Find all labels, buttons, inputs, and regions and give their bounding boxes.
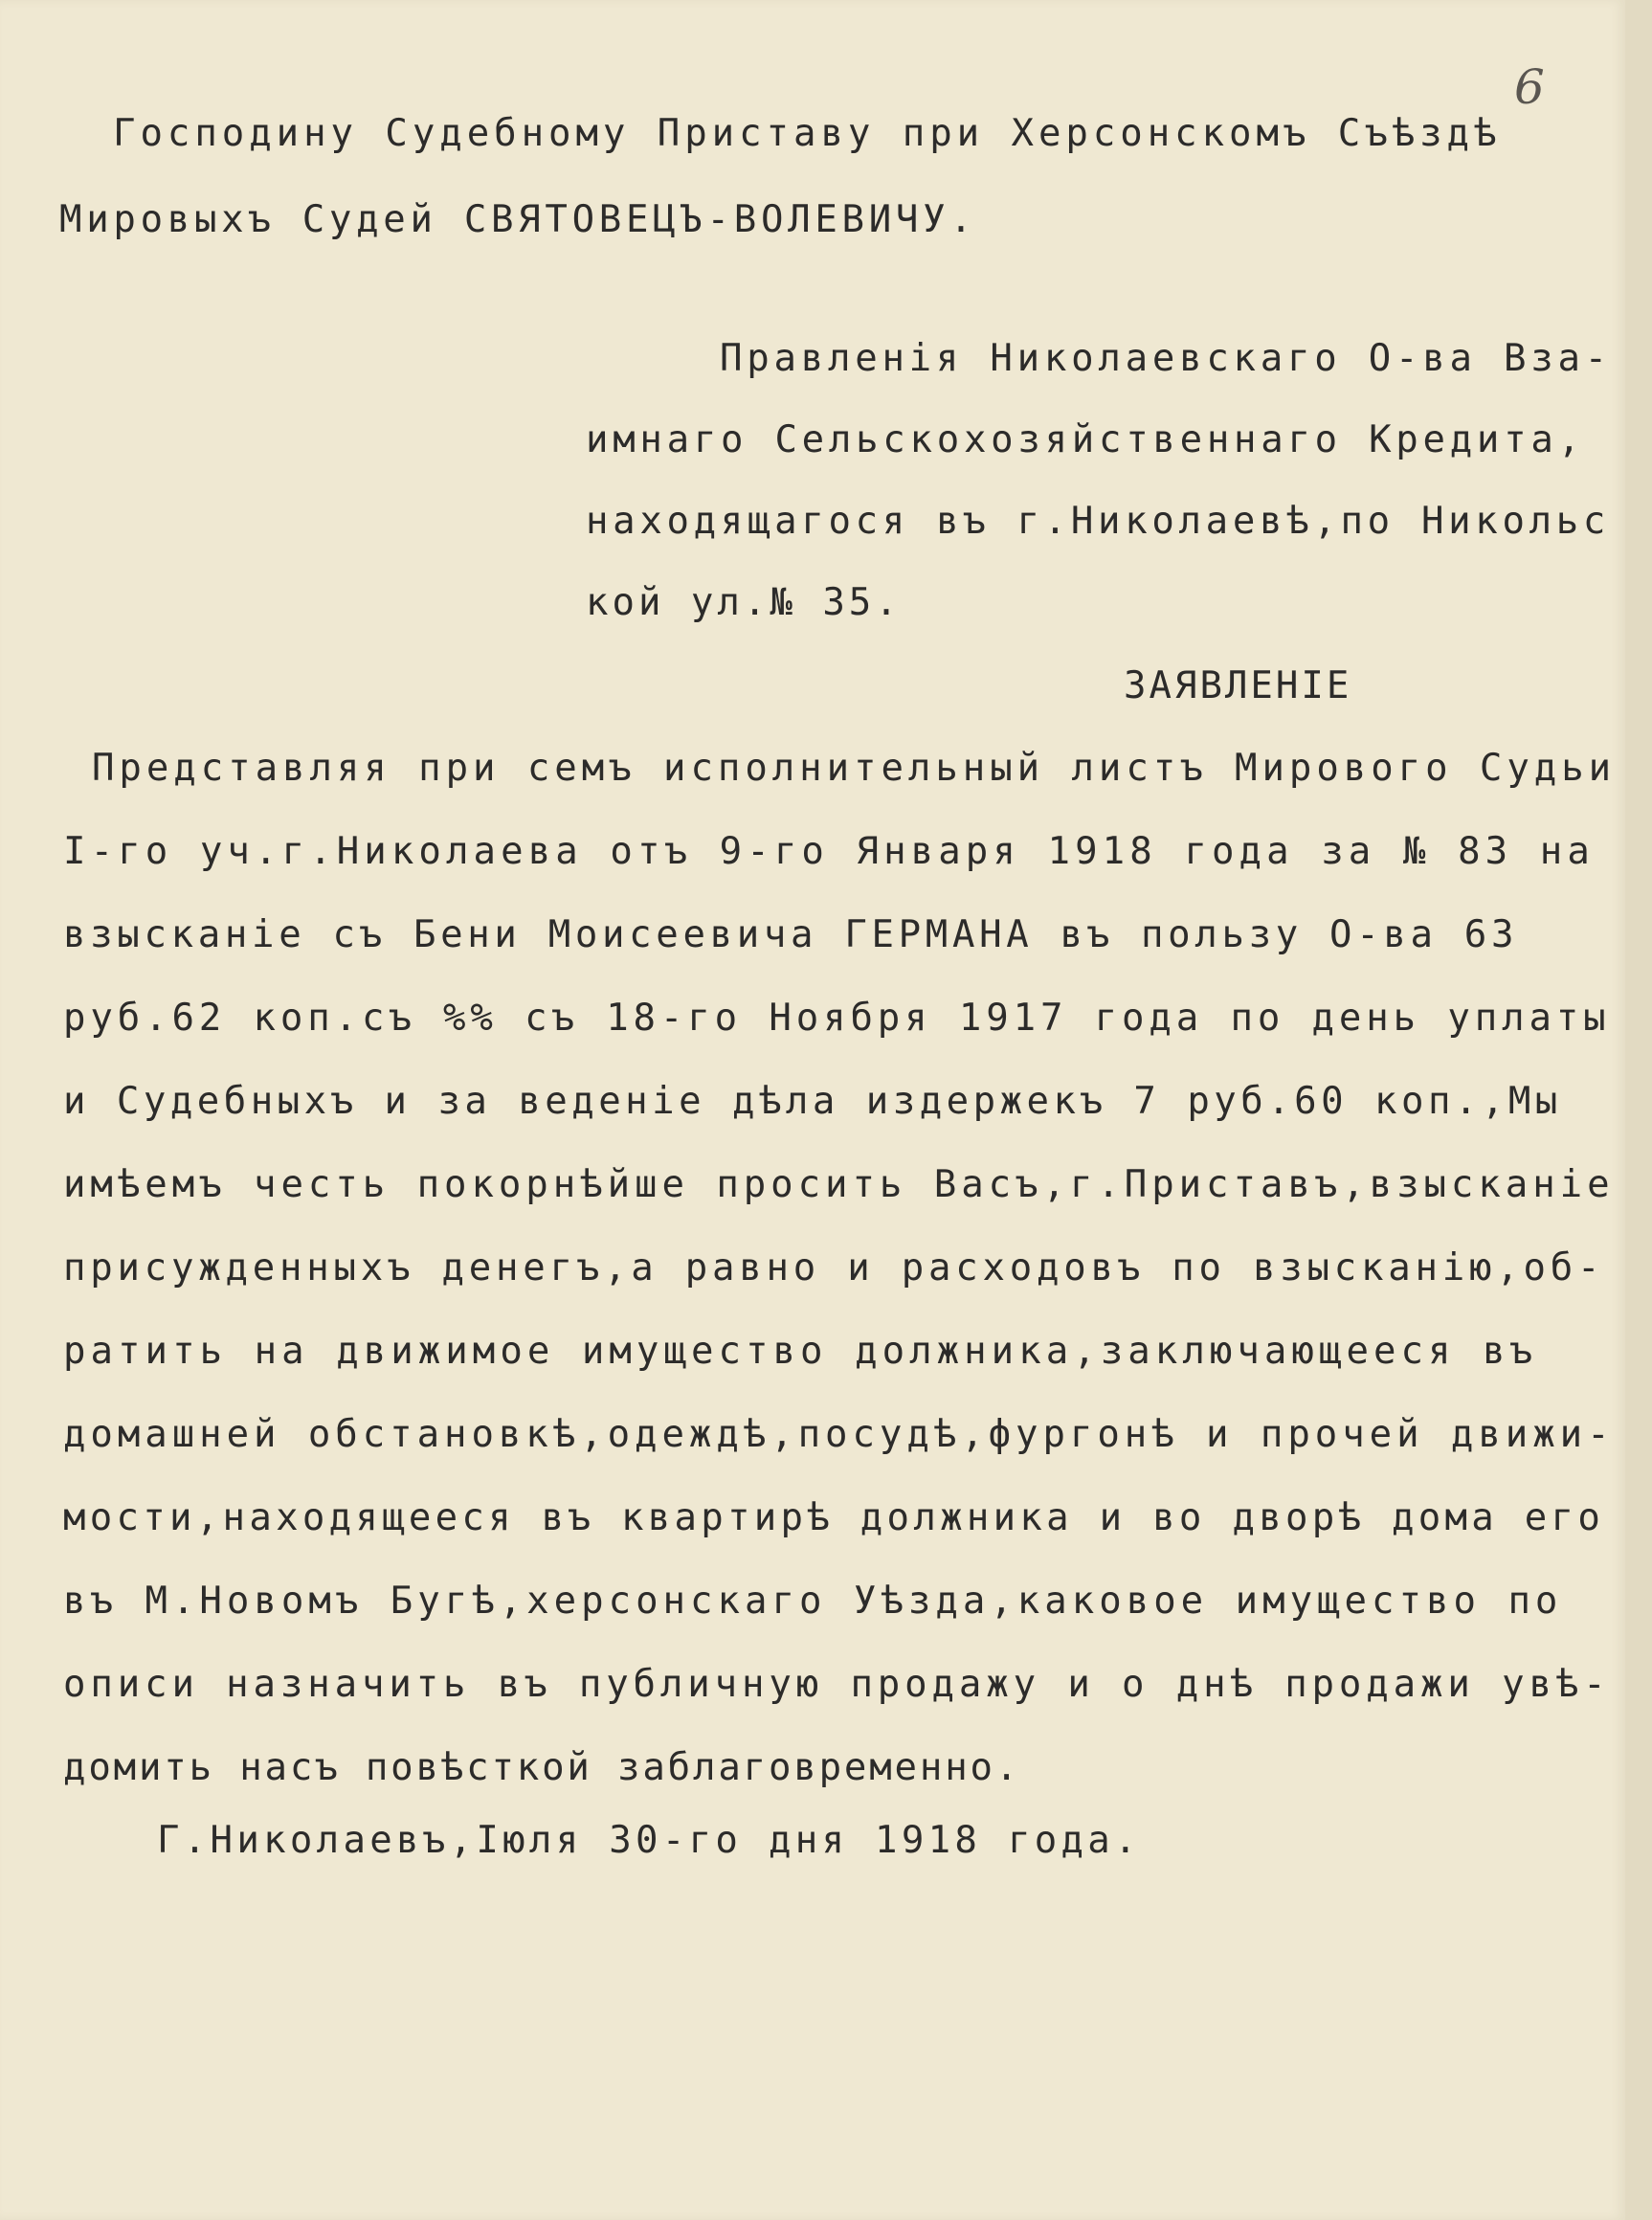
body-line-4: руб.62 коп.съ %% съ 18-го Ноября 1917 года по день уплаты — [63, 997, 1611, 1040]
sender-line-3: находящагося въ г.Николаевѣ,по Никольс — [586, 500, 1611, 543]
body-line-10: мости,находящееся въ квартирѣ должника и во дворѣ дома его — [63, 1496, 1605, 1539]
body-line-11: въ М.Новомъ Бугѣ,херсонскаго Уѣзда,каковое имущество по — [63, 1580, 1563, 1623]
body-line-2: I-го уч.г.Николаева отъ 9-го Января 1918 года за № 83 на — [63, 830, 1595, 873]
scan-background-edge — [1625, 0, 1652, 2220]
date-line: Г.Николаевъ,Іюля 30-го дня 1918 года. — [157, 1819, 1141, 1862]
body-line-3: взысканіе съ Бени Моисеевича ГЕРМАНА въ пользу О-ва 63 — [63, 913, 1519, 956]
body-line-12: описи назначить въ публичную продажу и о днѣ продажи увѣ- — [63, 1663, 1611, 1706]
body-line-7: присужденныхъ денегъ,а равно и расходовъ по взысканію,об- — [63, 1246, 1605, 1289]
body-line-13: домить насъ повѣсткой заблаговременно. — [63, 1746, 1021, 1789]
body-line-6: имѣемъ честь покорнѣйше просить Васъ,г.Приставъ,взысканіе — [63, 1163, 1615, 1206]
body-line-1: Представляя при семъ исполнительный листъ Мирового Судьи — [92, 747, 1617, 790]
body-line-8: ратить на движимое имущество должника,заключающееся въ — [63, 1330, 1538, 1373]
document-title: ЗАЯВЛЕНІЕ — [1124, 664, 1352, 707]
sender-line-4: кой ул.№ 35. — [586, 581, 902, 624]
addressee-line-1: Господину Судебному Приставу при Херсонскомъ Съѣздѣ — [113, 112, 1502, 155]
sender-line-1: Правленія Николаевскаго О-ва Вза- — [720, 337, 1612, 380]
addressee-line-2: Мировыхъ Судей СВЯТОВЕЦЪ-ВОЛЕВИЧУ. — [59, 198, 977, 241]
sender-line-2: имнаго Сельскохозяйственнаго Кредита, — [586, 418, 1585, 461]
body-line-9: домашней обстановкѣ,одеждѣ,посудѣ,фургонѣ и прочей движи- — [63, 1413, 1615, 1456]
body-line-5: и Судебныхъ и за веденіе дѣла издержекъ 7 руб.60 коп.,Мы — [63, 1080, 1562, 1123]
folio-number: 6 — [1514, 59, 1545, 115]
